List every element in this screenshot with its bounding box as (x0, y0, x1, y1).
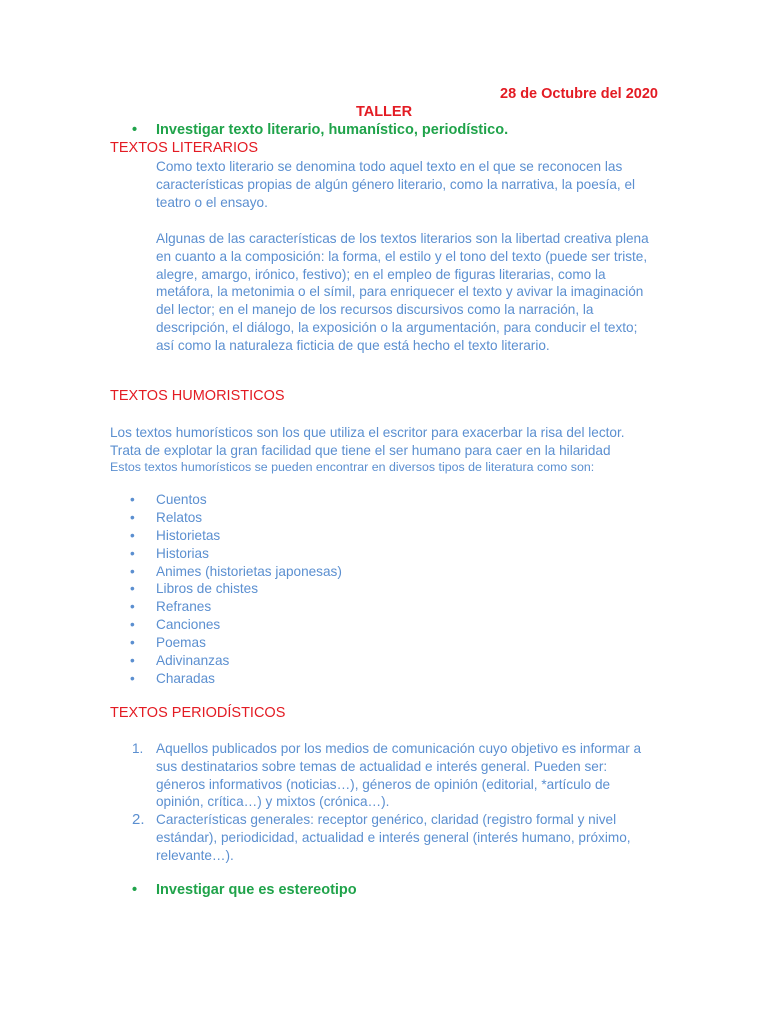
list-item: • Historietas (130, 527, 221, 543)
list-item (132, 740, 658, 811)
bullet-icon: • (130, 509, 135, 525)
bullet-icon: • (130, 670, 135, 686)
heading-humoristicos: TEXTOS HUMORISTICOS (110, 388, 285, 404)
periodisticos-list (132, 740, 658, 865)
bullet-icon: • (132, 882, 138, 898)
document-title: TALLER (355, 104, 413, 120)
list-item: • Libros de chistes (130, 581, 259, 597)
list-item: • Charadas (130, 670, 215, 686)
list-item (132, 811, 658, 864)
list-number: 2. (132, 811, 145, 829)
task-text: Investigar que es estereotipo (156, 882, 357, 898)
list-item: • Refranes (130, 599, 212, 615)
list-item: • Canciones (130, 617, 221, 633)
bullet-icon: • (132, 122, 138, 138)
literarios-paragraph-2: Algunas de las características de los textos literarios son la libertad creativa plena en cuanto a la composición: la forma, el estilo y el tono del texto (puede ser triste, alegre, amargo, irónico, festivo); en el empleo de figuras literarias, como la metáfora, la metonimia o el símil, para enriquecer el texto y avivar la imaginación del lector; en el manejo de los recursos discursivos como la narración, la descripción, el diálogo, la exposición o la argumentación, para conducir el texto; así como la naturaleza ficticia de que está hecho el texto literario. (156, 231, 649, 353)
task-item-1 (132, 122, 508, 138)
list-item-text: Aquellos publicados por los medios de comunicación cuyo objetivo es informar a sus destinatarios sobre temas de actualidad e interés general. Pueden ser: géneros informativos (noticias…), géneros de opinión (editorial, *artículo de opinión, crítica…) y mixtos (crónica…). (156, 741, 642, 810)
task-text: Investigar texto literario, humanístico, periodístico. (156, 122, 509, 138)
bullet-icon: • (130, 581, 135, 597)
list-item: • Relatos (130, 509, 203, 525)
bullet-icon: • (130, 653, 135, 669)
humoristicos-paragraph-1: Los textos humorísticos son los que utiliza el escritor para exacerbar la risa del lector. Trata de explotar la gran facilidad que tiene el ser humano para caer en la hilaridad (110, 425, 625, 458)
list-item: • Historias (130, 545, 209, 561)
bullet-icon: • (130, 527, 135, 543)
humoristicos-list (130, 491, 342, 688)
list-item-text: Características generales: receptor genérico, claridad (registro formal y nivel estándar), periodicidad, actualidad e interés general (interés humano, próximo, relevante…). (156, 812, 631, 863)
bullet-icon: • (130, 635, 135, 651)
list-item: • Adivinanzas (130, 653, 230, 669)
heading-periodisticos: TEXTOS PERIODÍSTICOS (110, 705, 286, 721)
humoristicos-paragraph-2: Estos textos humorísticos se pueden encontrar en diversos tipos de literatura como son: (110, 460, 595, 474)
document-date: 28 de Octubre del 2020 (500, 86, 658, 102)
bullet-icon: • (130, 563, 135, 579)
list-number: 1. (132, 741, 144, 756)
list-item: • Animes (historietas japonesas) (130, 563, 342, 579)
bullet-icon: • (130, 492, 135, 507)
list-item: • Cuentos (130, 492, 207, 507)
bullet-icon: • (130, 617, 135, 633)
literarios-paragraph-1: Como texto literario se denomina todo aquel texto en el que se reconocen las características propias de algún género literario, como la narrativa, la poesía, el teatro o el ensayo. (156, 159, 636, 210)
heading-literarios: TEXTOS LITERARIOS (110, 140, 258, 156)
bullet-icon: • (130, 545, 135, 561)
list-item: • Poemas (130, 635, 206, 651)
task-item-2 (132, 882, 357, 898)
bullet-icon: • (130, 599, 135, 615)
